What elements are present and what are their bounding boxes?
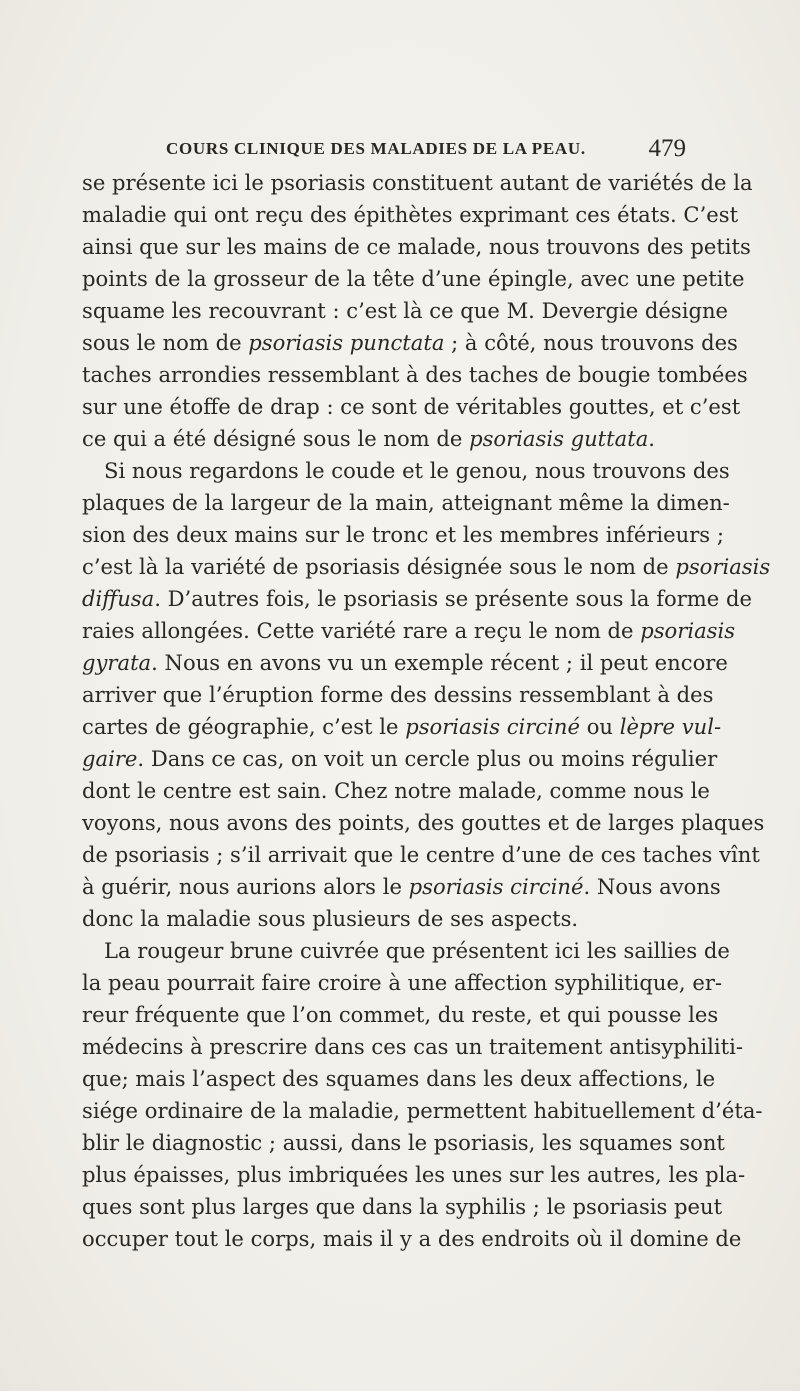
text-line: la peau pourrait faire croire à une affection syphilitique, er-	[82, 970, 723, 995]
text-line: de psoriasis ; s’il arrivait que le centre d’une de ces taches vînt	[82, 842, 760, 867]
text-line: maladie qui ont reçu des épithètes exprimant ces états. C’est	[82, 202, 739, 227]
text-line: raies allongées. Cette variété rare a reçu le nom de psoriasis	[82, 618, 736, 643]
text-line: donc la maladie sous plusieurs de ses aspects.	[82, 906, 579, 931]
text-line: occuper tout le corps, mais il y a des endroits où il domine de	[82, 1226, 742, 1251]
latin-term: psoriasis guttata	[469, 426, 649, 451]
text-line: ce qui a été désigné sous le nom de psoriasis guttata.	[82, 426, 655, 451]
text-line: diffusa. D’autres fois, le psoriasis se présente sous la forme de	[82, 586, 752, 611]
text-line: c’est là la variété de psoriasis désignée sous le nom de psoriasis	[82, 554, 771, 579]
latin-term: psoriasis punctata	[248, 330, 445, 355]
text-line: taches arrondies ressemblant à des taches de bougie tombées	[82, 362, 748, 387]
text-line: voyons, nous avons des points, des gouttes et de larges plaques	[82, 810, 765, 835]
latin-term: lèpre vul-	[619, 714, 722, 739]
text-line: ainsi que sur les mains de ce malade, nous trouvons des petits	[82, 234, 751, 259]
text-line: points de la grosseur de la tête d’une épingle, avec une petite	[82, 266, 745, 291]
text-line: ques sont plus larges que dans la syphilis ; le psoriasis peut	[82, 1194, 723, 1219]
latin-term: psoriasis circiné	[405, 714, 580, 739]
text-line: siége ordinaire de la maladie, permettent habituellement d’éta-	[82, 1098, 763, 1123]
text-line: gyrata. Nous en avons vu un exemple récent ; il peut encore	[82, 650, 728, 675]
latin-term: psoriasis	[675, 554, 771, 579]
text-line: se présente ici le psoriasis constituent autant de variétés de la	[82, 170, 753, 195]
text-line: reur fréquente que l’on commet, du reste, et qui pousse les	[82, 1002, 719, 1027]
text-line: La rougeur brune cuivrée que présentent ici les saillies de	[104, 938, 730, 963]
latin-term: gyrata	[82, 650, 152, 675]
text-line: sion des deux mains sur le tronc et les membres inférieurs ;	[82, 522, 724, 547]
text-line: sur une étoffe de drap : ce sont de véritables gouttes, et c’est	[82, 394, 741, 419]
text-line: dont le centre est sain. Chez notre malade, comme nous le	[82, 778, 710, 803]
latin-term: psoriasis	[640, 618, 736, 643]
text-line: cartes de géographie, c’est le psoriasis circiné ou lèpre vul-	[82, 714, 722, 739]
text-line: arriver que l’éruption forme des dessins ressemblant à des	[82, 682, 714, 707]
body-text	[82, 167, 771, 1255]
text-line: que; mais l’aspect des squames dans les deux affections, le	[82, 1066, 716, 1091]
text-line: à guérir, nous aurions alors le psoriasis circiné. Nous avons	[82, 874, 721, 899]
page-number: 479	[648, 135, 686, 162]
latin-term: diffusa	[82, 586, 155, 611]
latin-term: gaire	[82, 746, 138, 771]
text-line: médecins à prescrire dans ces cas un traitement antisyphiliti-	[82, 1034, 743, 1059]
text-line: sous le nom de psoriasis punctata ; à côté, nous trouvons des	[82, 330, 738, 355]
latin-term: psoriasis circiné	[408, 874, 584, 899]
text-line: plaques de la largeur de la main, atteignant même la dimen-	[82, 490, 730, 515]
text-line: plus épaisses, plus imbriquées les unes sur les autres, les pla-	[82, 1162, 746, 1187]
text-line: gaire. Dans ce cas, on voit un cercle plus ou moins régulier	[82, 746, 718, 771]
text-line: blir le diagnostic ; aussi, dans le psoriasis, les squames sont	[82, 1130, 725, 1155]
text-line: squame les recouvrant : c’est là ce que M. Devergie désigne	[82, 298, 729, 323]
text-line: Si nous regardons le coude et le genou, nous trouvons des	[104, 458, 730, 483]
running-title: COURS CLINIQUE DES MALADIES DE LA PEAU.	[166, 139, 586, 158]
